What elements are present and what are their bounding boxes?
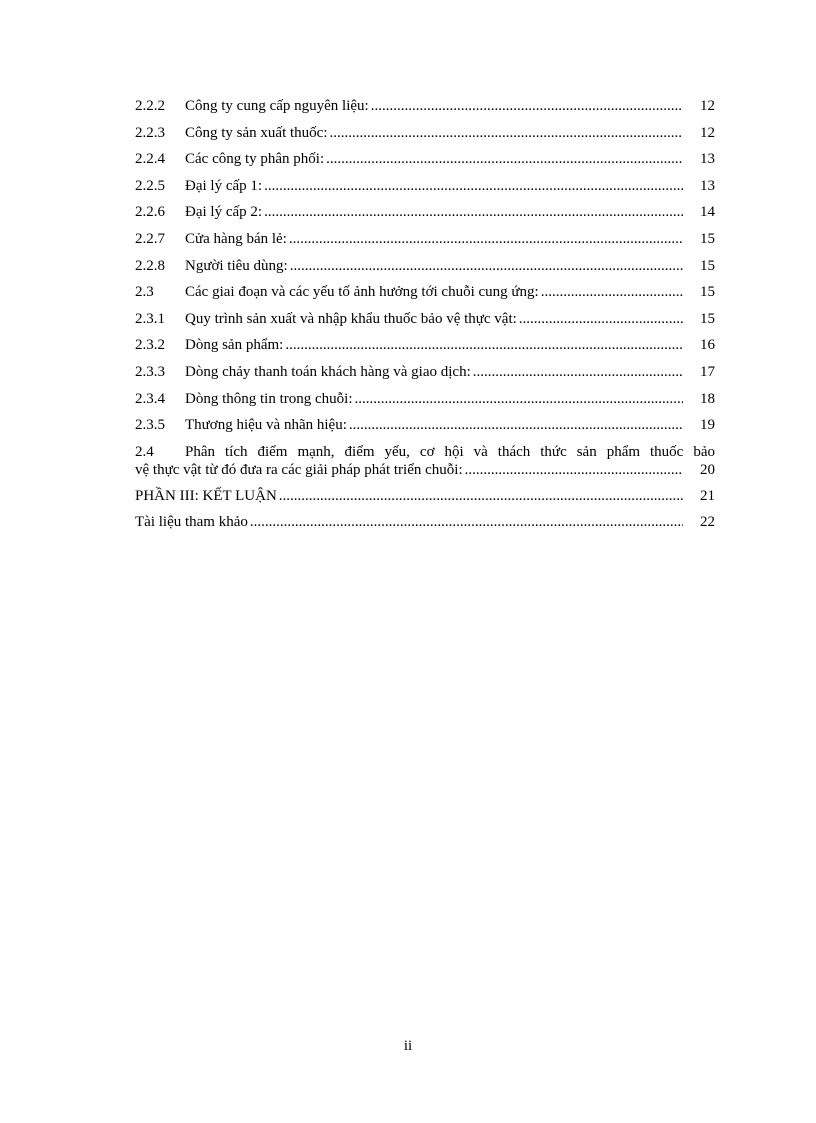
toc-entry-page: 14 xyxy=(700,204,715,221)
toc-dot-leader xyxy=(250,509,683,536)
toc-dot-leader xyxy=(285,332,683,359)
page-number: ii xyxy=(403,1038,413,1054)
toc-dot-leader xyxy=(349,412,683,439)
toc-dot-leader xyxy=(541,279,683,306)
toc-entry[interactable] xyxy=(135,173,715,200)
toc-entry-number: 2.4 xyxy=(135,443,154,460)
toc-entry-page: 15 xyxy=(700,284,715,301)
toc-entry[interactable] xyxy=(135,359,715,386)
toc-entry-line-1 xyxy=(135,443,715,461)
toc-entry-page: 15 xyxy=(700,230,715,247)
toc-entry-page: 21 xyxy=(700,487,715,504)
toc-entry-title: Cửa hàng bán lẻ: xyxy=(185,230,287,247)
toc-dot-leader xyxy=(355,386,684,413)
toc-entry[interactable] xyxy=(135,412,715,439)
toc-entry-title: Dòng chảy thanh toán khách hàng và giao dịch: xyxy=(185,363,471,380)
toc-entry-page: 12 xyxy=(700,98,715,114)
toc-entry-title: Các công ty phân phối: xyxy=(185,151,325,168)
toc-dot-leader xyxy=(290,253,683,280)
toc-entry[interactable] xyxy=(135,93,715,120)
toc-entry-title: Tài liệu tham khảo xyxy=(135,514,248,531)
toc-entry-title: Thương hiệu và nhãn hiệu: xyxy=(185,417,347,434)
toc-entry-page: 22 xyxy=(700,514,715,531)
toc-dot-leader xyxy=(264,199,683,226)
toc-entry[interactable] xyxy=(135,279,715,306)
toc-entry-title-continued: vệ thực vật từ đó đưa ra các giải pháp phát triển chuỗi: xyxy=(135,461,463,478)
toc-entry-number: 2.2.4 xyxy=(135,151,165,168)
toc-entry-title: Dòng sản phẩm: xyxy=(185,337,284,354)
toc-entry-number: 2.3.3 xyxy=(135,363,165,380)
toc-dot-leader xyxy=(465,461,683,479)
toc-dot-leader xyxy=(473,359,683,386)
table-of-contents xyxy=(135,93,715,536)
toc-dot-leader xyxy=(326,146,683,173)
toc-entry[interactable] xyxy=(135,146,715,173)
toc-dot-leader xyxy=(264,173,683,200)
toc-entry-title: Công ty sản xuất thuốc: xyxy=(185,124,328,141)
toc-entry-number: 2.2.2 xyxy=(135,98,165,114)
toc-entry-number: 2.3.2 xyxy=(135,337,165,354)
toc-entry-line-2 xyxy=(135,461,715,479)
toc-entry-title: PHẦN III: KẾT LUẬN xyxy=(135,487,277,504)
toc-entry-page: 16 xyxy=(700,337,715,354)
toc-entry-page: 18 xyxy=(700,390,715,407)
toc-entry-number: 2.2.3 xyxy=(135,124,165,141)
toc-entry-title: Quy trình sản xuất và nhập khẩu thuốc bảo vệ thực vật: xyxy=(185,310,517,327)
toc-entry-page: 12 xyxy=(700,124,715,141)
toc-entry-page: 15 xyxy=(700,257,715,274)
toc-entry-page: 13 xyxy=(700,177,715,194)
toc-entry-page: 15 xyxy=(700,310,715,327)
toc-entry-number: 2.2.6 xyxy=(135,204,165,221)
toc-entry-page: 17 xyxy=(700,363,715,380)
toc-entry-title: Người tiêu dùng: xyxy=(185,257,288,274)
toc-entry[interactable] xyxy=(135,306,715,333)
toc-entry-title: Dòng thông tin trong chuỗi: xyxy=(185,390,353,407)
toc-dot-leader xyxy=(289,226,683,253)
toc-dot-leader xyxy=(519,306,683,333)
toc-entry-title: Các giai đoạn và các yếu tố ảnh hưởng tới chuỗi cung ứng: xyxy=(185,284,539,301)
toc-entry-number: 2.3.1 xyxy=(135,310,165,327)
toc-entry-page: 13 xyxy=(700,151,715,168)
toc-entry-title: Phân tích điểm mạnh, điểm yếu, cơ hội và thách thức sản phẩm thuốc bảo xyxy=(185,443,715,460)
toc-entry-title: Đại lý cấp 2: xyxy=(185,204,263,221)
toc-entry[interactable] xyxy=(135,386,715,413)
toc-entry[interactable] xyxy=(135,253,715,280)
toc-entry-number: 2.2.8 xyxy=(135,257,165,274)
toc-entry[interactable] xyxy=(135,332,715,359)
toc-entry[interactable] xyxy=(135,120,715,147)
toc-entry-page: 19 xyxy=(700,417,715,434)
toc-entry-number: 2.2.7 xyxy=(135,230,165,247)
toc-entry-number: 2.3.4 xyxy=(135,390,165,407)
toc-entry-number: 2.3.5 xyxy=(135,417,165,434)
toc-entry-references[interactable] xyxy=(135,509,715,536)
toc-entry-number: 2.3 xyxy=(135,284,154,301)
toc-entry[interactable] xyxy=(135,199,715,226)
toc-entry[interactable] xyxy=(135,226,715,253)
toc-dot-leader xyxy=(279,483,683,510)
toc-entry-title: Công ty cung cấp nguyên liệu: xyxy=(185,98,369,114)
toc-entry-title: Đại lý cấp 1: xyxy=(185,177,263,194)
toc-dot-leader xyxy=(371,93,683,120)
toc-entry-multiline[interactable] xyxy=(135,439,715,483)
toc-entry-conclusion[interactable] xyxy=(135,483,715,510)
toc-entry-number: 2.2.5 xyxy=(135,177,165,194)
toc-dot-leader xyxy=(330,120,684,147)
toc-entry-page: 20 xyxy=(700,461,715,478)
